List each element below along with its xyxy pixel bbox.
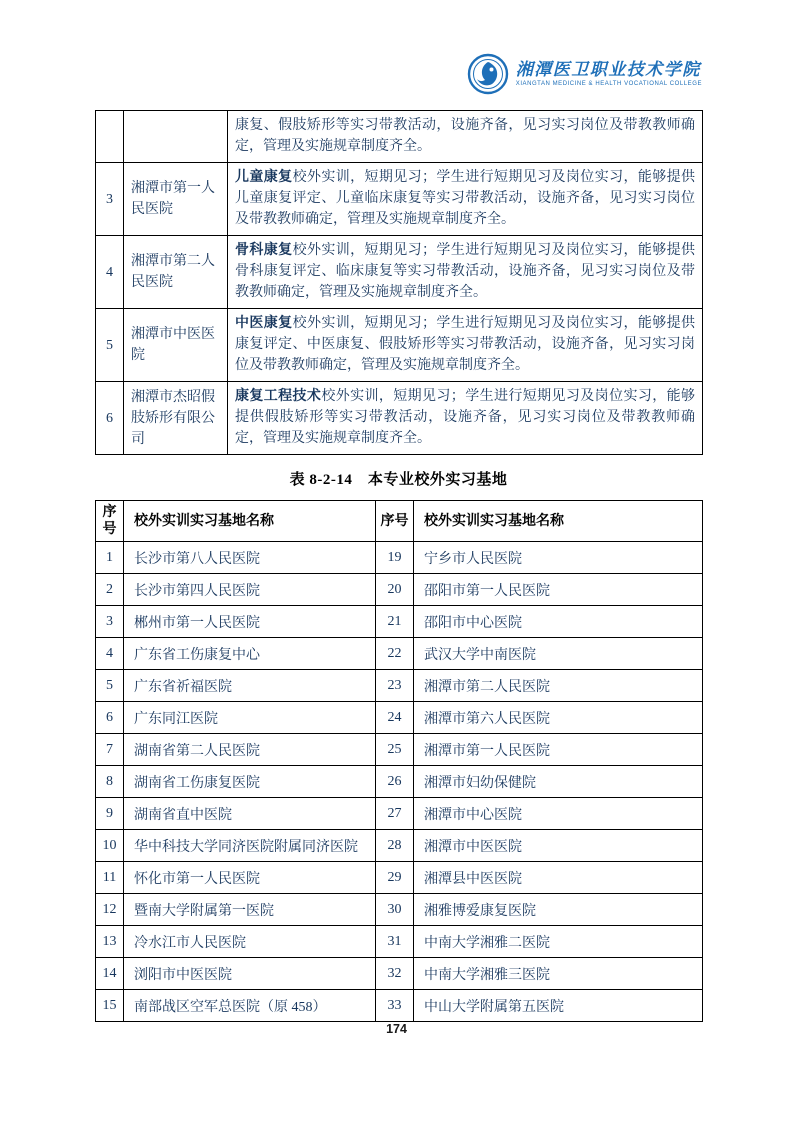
base-name-cell: 湘雅博爱康复医院 bbox=[414, 894, 703, 926]
practice-base-row bbox=[96, 926, 703, 958]
row-serial-cell: 32 bbox=[376, 958, 414, 990]
row-serial-cell: 1 bbox=[96, 542, 124, 574]
training-base-row bbox=[96, 382, 703, 455]
training-base-row bbox=[96, 236, 703, 309]
base-name-cell: 湘潭市中医医院 bbox=[124, 309, 228, 382]
training-type-emphasis: 中医康复 bbox=[235, 316, 293, 331]
base-name-cell: 邵阳市中心医院 bbox=[414, 606, 703, 638]
row-serial-cell: 33 bbox=[376, 990, 414, 1022]
base-name-cell: 邵阳市第一人民医院 bbox=[414, 574, 703, 606]
row-serial-cell: 28 bbox=[376, 830, 414, 862]
row-serial-cell: 4 bbox=[96, 638, 124, 670]
base-name-cell: 湘潭市第一人民医院 bbox=[124, 163, 228, 236]
practice-base-row bbox=[96, 574, 703, 606]
row-serial-cell: 9 bbox=[96, 798, 124, 830]
base-name-cell: 湖南省工伤康复医院 bbox=[124, 766, 376, 798]
college-emblem-icon bbox=[467, 53, 509, 95]
row-serial-cell: 29 bbox=[376, 862, 414, 894]
base-name-cell: 广东省工伤康复中心 bbox=[124, 638, 376, 670]
college-logo bbox=[467, 53, 702, 95]
base-name-cell: 长沙市第八人民医院 bbox=[124, 542, 376, 574]
row-serial-cell: 7 bbox=[96, 734, 124, 766]
base-name-cell: 中山大学附属第五医院 bbox=[414, 990, 703, 1022]
base-name-cell: 湘潭市中医医院 bbox=[414, 830, 703, 862]
row-serial-cell: 24 bbox=[376, 702, 414, 734]
base-name-cell: 湘潭市第一人民医院 bbox=[414, 734, 703, 766]
row-serial-cell: 11 bbox=[96, 862, 124, 894]
base-name-cell: 暨南大学附属第一医院 bbox=[124, 894, 376, 926]
row-serial-cell: 23 bbox=[376, 670, 414, 702]
base-description-cell: 骨科康复校外实训，短期见习；学生进行短期见习及岗位实习，能够提供骨科康复评定、临床康复等实习带教活动，设施齐备，见习实习岗位及带教教师确定，管理及实施规章制度齐全。 bbox=[228, 236, 703, 309]
column-header-name-right: 校外实训实习基地名称 bbox=[414, 501, 703, 542]
practice-base-row bbox=[96, 638, 703, 670]
base-description-cell: 康复、假肢矫形等实习带教活动，设施齐备，见习实习岗位及带教教师确定，管理及实施规章制度齐全。 bbox=[228, 111, 703, 163]
practice-base-row bbox=[96, 990, 703, 1022]
row-serial-cell: 5 bbox=[96, 670, 124, 702]
row-serial-cell: 30 bbox=[376, 894, 414, 926]
row-serial-cell: 10 bbox=[96, 830, 124, 862]
training-type-emphasis: 儿童康复 bbox=[235, 170, 293, 185]
column-header-serial-right: 序号 bbox=[376, 501, 414, 542]
base-name-cell: 湘潭市妇幼保健院 bbox=[414, 766, 703, 798]
external-practice-base-table bbox=[95, 500, 703, 1022]
base-name-cell: 浏阳市中医医院 bbox=[124, 958, 376, 990]
base-name-cell: 湘潭市第二人民医院 bbox=[414, 670, 703, 702]
base-name-cell: 宁乡市人民医院 bbox=[414, 542, 703, 574]
training-base-row bbox=[96, 309, 703, 382]
row-serial-cell: 20 bbox=[376, 574, 414, 606]
college-name-english: XIANGTAN MEDICINE & HEALTH VOCATIONAL COLLEGE bbox=[515, 80, 702, 87]
row-serial-cell: 2 bbox=[96, 574, 124, 606]
base-name-cell: 中南大学湘雅三医院 bbox=[414, 958, 703, 990]
base-description-cell: 儿童康复校外实训，短期见习；学生进行短期见习及岗位实习，能够提供儿童康复评定、儿童临床康复等实习带教活动，设施齐备，见习实习岗位及带教教师确定，管理及实施规章制度齐全。 bbox=[228, 163, 703, 236]
row-serial-cell: 31 bbox=[376, 926, 414, 958]
base-name-cell: 南部战区空军总医院（原 458） bbox=[124, 990, 376, 1022]
practice-base-row bbox=[96, 542, 703, 574]
base-name-cell: 郴州市第一人民医院 bbox=[124, 606, 376, 638]
row-serial-cell: 21 bbox=[376, 606, 414, 638]
college-name-chinese: 湘潭医卫职业技术学院 bbox=[515, 59, 701, 79]
base-name-cell: 湖南省第二人民医院 bbox=[124, 734, 376, 766]
practice-table-body bbox=[96, 542, 703, 1022]
row-serial-cell: 4 bbox=[96, 236, 124, 309]
practice-base-row bbox=[96, 606, 703, 638]
training-base-description-table bbox=[95, 110, 703, 455]
base-description-cell: 康复工程技术校外实训，短期见习；学生进行短期见习及岗位实习，能够提供假肢矫形等实习带教活动，设施齐备，见习实习岗位及带教教师确定，管理及实施规章制度齐全。 bbox=[228, 382, 703, 455]
practice-base-row bbox=[96, 670, 703, 702]
base-name-cell: 广东省祈福医院 bbox=[124, 670, 376, 702]
college-name-block bbox=[516, 60, 702, 89]
practice-base-row bbox=[96, 862, 703, 894]
practice-base-row bbox=[96, 830, 703, 862]
row-serial-cell: 5 bbox=[96, 309, 124, 382]
row-serial-cell: 14 bbox=[96, 958, 124, 990]
row-serial-cell: 6 bbox=[96, 702, 124, 734]
row-serial-cell: 15 bbox=[96, 990, 124, 1022]
base-name-cell: 湘潭县中医医院 bbox=[414, 862, 703, 894]
base-name-cell bbox=[124, 111, 228, 163]
base-name-cell: 湖南省直中医院 bbox=[124, 798, 376, 830]
base-name-cell: 长沙市第四人民医院 bbox=[124, 574, 376, 606]
row-serial-cell: 26 bbox=[376, 766, 414, 798]
page-content bbox=[95, 110, 702, 1022]
base-name-cell: 广东同江医院 bbox=[124, 702, 376, 734]
base-name-cell: 冷水江市人民医院 bbox=[124, 926, 376, 958]
practice-table-header-row bbox=[96, 501, 703, 542]
row-serial-cell: 13 bbox=[96, 926, 124, 958]
training-base-row bbox=[96, 111, 703, 163]
row-serial-cell: 8 bbox=[96, 766, 124, 798]
training-type-emphasis: 康复工程技术 bbox=[235, 389, 322, 404]
base-name-cell: 怀化市第一人民医院 bbox=[124, 862, 376, 894]
base-name-cell: 湘潭市中心医院 bbox=[414, 798, 703, 830]
base-name-cell: 湘潭市杰昭假肢矫形有限公司 bbox=[124, 382, 228, 455]
row-serial-cell: 6 bbox=[96, 382, 124, 455]
row-serial-cell bbox=[96, 111, 124, 163]
base-description-cell: 中医康复校外实训，短期见习；学生进行短期见习及岗位实习，能够提供康复评定、中医康复、假肢矫形等实习带教活动，设施齐备，见习实习岗位及带教教师确定，管理及实施规章制度齐全。 bbox=[228, 309, 703, 382]
practice-base-row bbox=[96, 734, 703, 766]
practice-base-row bbox=[96, 958, 703, 990]
row-serial-cell: 25 bbox=[376, 734, 414, 766]
row-serial-cell: 3 bbox=[96, 606, 124, 638]
row-serial-cell: 12 bbox=[96, 894, 124, 926]
base-name-cell: 湘潭市第二人民医院 bbox=[124, 236, 228, 309]
practice-base-row bbox=[96, 702, 703, 734]
table-8-2-14-caption: 表 8-2-14 本专业校外实习基地 bbox=[289, 472, 508, 488]
practice-base-row bbox=[96, 798, 703, 830]
column-header-name-left: 校外实训实习基地名称 bbox=[124, 501, 376, 542]
column-header-serial-left: 序号 bbox=[96, 501, 124, 542]
practice-base-row bbox=[96, 894, 703, 926]
row-serial-cell: 3 bbox=[96, 163, 124, 236]
row-serial-cell: 19 bbox=[376, 542, 414, 574]
training-type-emphasis: 骨科康复 bbox=[235, 243, 293, 258]
row-serial-cell: 22 bbox=[376, 638, 414, 670]
row-serial-cell: 27 bbox=[376, 798, 414, 830]
base-name-cell: 华中科技大学同济医院附属同济医院 bbox=[124, 830, 376, 862]
page-number: 174 bbox=[386, 1022, 407, 1036]
base-name-cell: 湘潭市第六人民医院 bbox=[414, 702, 703, 734]
practice-base-row bbox=[96, 766, 703, 798]
training-base-table-body bbox=[96, 111, 703, 455]
base-name-cell: 武汉大学中南医院 bbox=[414, 638, 703, 670]
training-base-row bbox=[96, 163, 703, 236]
base-name-cell: 中南大学湘雅二医院 bbox=[414, 926, 703, 958]
